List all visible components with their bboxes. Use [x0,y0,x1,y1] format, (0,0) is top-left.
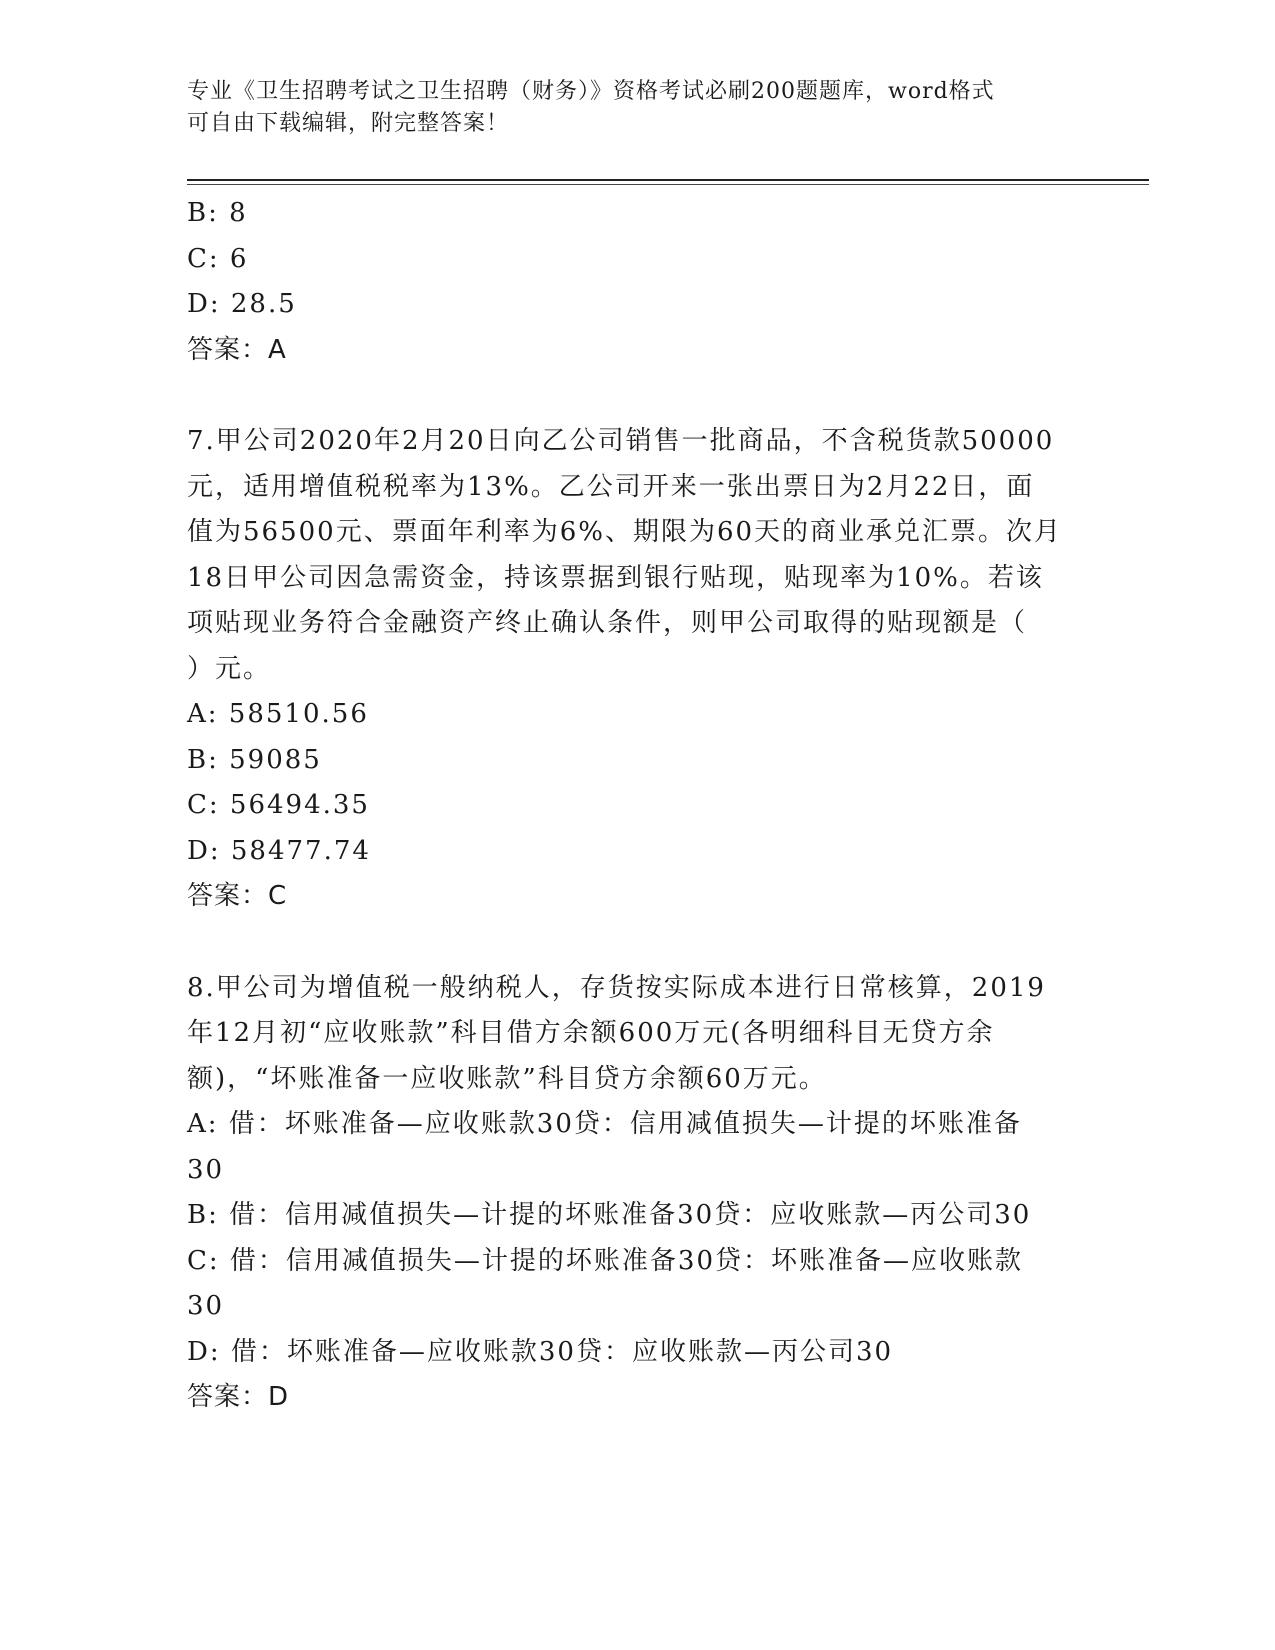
question-6-tail [187,191,1087,373]
q7-stem-line: 值为56500元、票面年利率为6%、期限为60天的商业承兑汇票。次月 [187,517,1063,547]
q6-answer: 答案：A [187,334,287,365]
document-body [187,191,1087,1421]
q6-option-c: C: 6 [187,243,249,274]
q7-stem-line: ）元。 [187,653,272,684]
q8-option-a-cont: 30 [187,1154,225,1185]
header-divider-thin [187,184,1149,185]
q7-stem-line: 7.甲公司2020年2月20日向乙公司销售一批商品，不含税货款50000 [187,426,1055,456]
q8-option-d: D: 借：坏账准备—应收账款30贷：应收账款—丙公司30 [187,1336,894,1367]
q7-option-b: B: 59085 [187,744,322,775]
q6-option-b: B: 8 [187,198,248,228]
header-line-2: 可自由下载编辑，附完整答案！ [187,111,510,136]
question-8 [187,966,1087,1421]
q8-stem-line: 额)，“坏账准备一应收账款”科目贷方余额60万元。 [187,1063,827,1094]
q8-answer: 答案：D [187,1382,290,1412]
q7-answer: 答案：C [187,881,288,911]
header-divider [187,179,1149,181]
q8-option-c: C: 借：信用减值损失—计提的坏账准备30贷：坏账准备—应收账款 [187,1245,1024,1276]
q7-option-a: A: 58510.56 [187,699,369,729]
q7-option-c: C: 56494.35 [187,790,370,820]
q7-stem-line: 18日甲公司因急需资金，持该票据到银行贴现，贴现率为10%。若该 [187,562,1044,593]
q7-option-d: D: 58477.74 [187,835,371,866]
q6-option-d: D: 28.5 [187,289,297,319]
header-line-1: 专业《卫生招聘考试之卫生招聘（财务）》资格考试必刷200题题库，word格式 [187,79,995,104]
q8-stem-line: 年12月初“应收账款”科目借方余额600万元(各明细科目无贷方余 [187,1018,995,1048]
q8-option-b: B: 借：信用减值损失—计提的坏账准备30贷：应收账款—丙公司30 [187,1200,1032,1230]
q8-stem-line: 8.甲公司为增值税一般纳税人，存货按实际成本进行日常核算，2019 [187,972,1046,1003]
question-7 [187,419,1087,920]
document-header [187,76,1067,140]
q7-stem-line: 元，适用增值税税率为13%。乙公司开来一张出票日为2月22日，面 [187,471,1035,502]
q7-stem-line: 项贴现业务符合金融资产终止确认条件，则甲公司取得的贴现额是（ [187,608,1028,638]
q8-option-c-cont: 30 [187,1291,225,1321]
q8-option-a: A: 借：坏账准备—应收账款30贷：信用减值损失—计提的坏账准备 [187,1109,1022,1139]
